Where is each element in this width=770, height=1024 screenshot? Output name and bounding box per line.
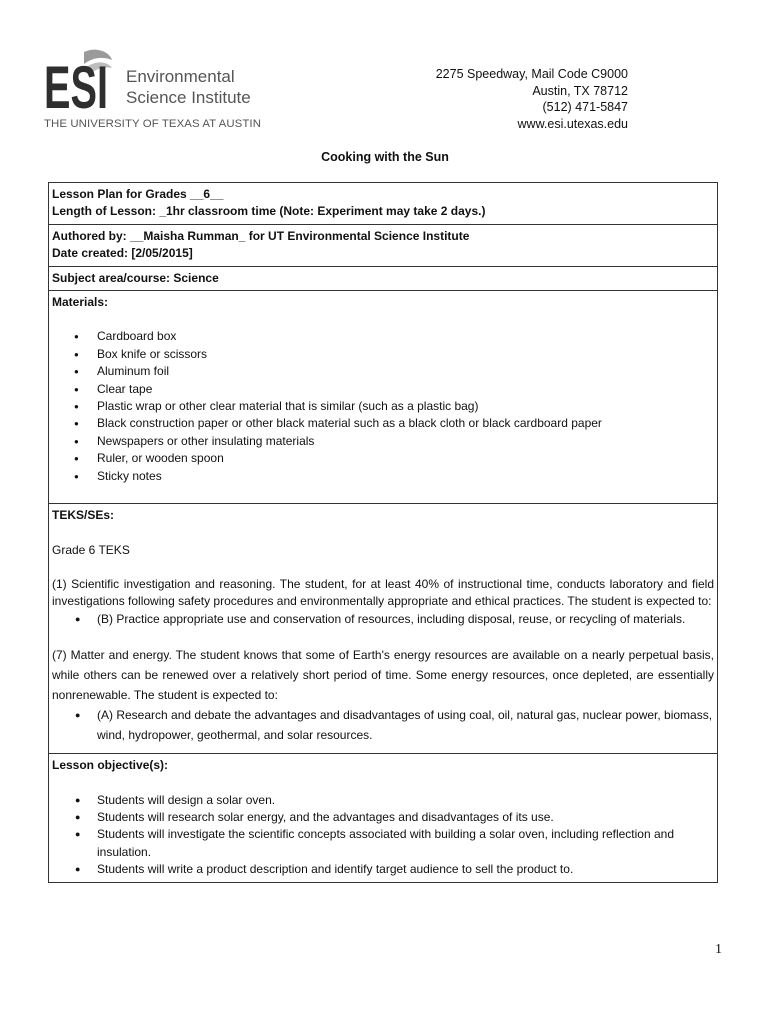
list-item: ● Students will write a product description and identify target audience to sell the product to. [52,861,714,878]
teks-heading: TEKS/SEs: [52,508,115,523]
materials-heading: Materials: [52,295,109,310]
university-name: THE UNIVERSITY OF TEXAS AT AUSTIN [44,118,262,130]
list-item: ● Students will design a solar oven. [52,792,714,809]
address-block [436,66,628,132]
teks-7-text: (7) Matter and energy. The student knows that some of Earth's energy resources are available on a nearly perpetual basis, while others can be renewed over a relatively short period of time. Some energy resources, once depleted, are essentially nonrenewable. The student is expected to: [52,648,714,703]
list-item: ● Students will investigate the scientific concepts associated with building a solar oven, including reflection and insulation. [52,826,714,861]
teks-grade: Grade 6 TEKS [52,542,130,557]
author-row [49,224,717,266]
teks-1-text: (1) Scientific investigation and reasoning. The student, for at least 40% of instructional time, conducts laboratory and field investigations following safety procedures and environmentally appropriate and ethical practices. The student is expected to: [52,576,714,609]
teks-1-list [52,611,714,628]
address-city: Austin, TX 78712 [532,83,628,98]
list-item: ● (A) Research and debate the advantages and disadvantages of using coal, oil, natural gas, nuclear power, biomass, wind, hydropower, geothermal, and solar resources. [52,705,714,745]
list-item: ● Aluminum foil [52,363,714,380]
list-item: ● Plastic wrap or other clear material that is similar (such as a plastic bag) [52,398,714,415]
list-item: ● (B) Practice appropriate use and conservation of resources, including disposal, reuse, or recycling of materials. [52,611,714,628]
address-street: 2275 Speedway, Mail Code C9000 [435,67,628,81]
grades-text: Lesson Plan for Grades __6__ [52,187,224,201]
list-item: ● Black construction paper or other black material such as a black cloth or black cardboard paper [52,415,714,432]
list-item: ● Newspapers or other insulating materials [52,433,714,450]
subject-text: Subject area/course: Science [52,270,219,285]
authored-text: Authored by: __Maisha Rumman_ for UT Environmental Science Institute [52,228,470,243]
list-item: ● Ruler, or wooden spoon [52,450,714,467]
institute-line-2: Science Institute [126,88,251,107]
address-phone: (512) 471-5847 [542,100,628,114]
list-item: ● Box knife or scissors [52,346,714,363]
document-title: Cooking with the Sun [321,150,449,164]
esi-logo-mark [44,48,114,121]
institute-name [126,66,251,108]
teks-7-list [52,705,714,745]
date-text: Date created: [2/05/2015] [52,246,193,261]
length-text: Length of Lesson: _1hr classroom time (Note: Experiment may take 2 days.) [52,204,486,219]
logo-letters: ESI [44,54,108,121]
address-website[interactable]: www.esi.utexas.edu [517,116,628,131]
list-item: ● Clear tape [52,381,714,398]
objectives-list [52,792,714,879]
grades-row [49,183,717,224]
page-number: 1 [715,942,722,957]
objectives-heading: Lesson objective(s): [52,758,169,773]
lesson-plan-table [48,182,718,883]
teks-row [49,503,717,753]
list-item: ● Students will research solar energy, and the advantages and disadvantages of its use. [52,809,714,826]
objectives-row [49,753,717,881]
materials-row [49,290,717,503]
materials-list [52,328,714,485]
list-item: ● Sticky notes [52,468,714,485]
subject-row [49,266,717,290]
list-item: ● Cardboard box [52,328,714,345]
esi-logo [44,48,274,134]
institute-line-1: Environmental [126,67,235,86]
